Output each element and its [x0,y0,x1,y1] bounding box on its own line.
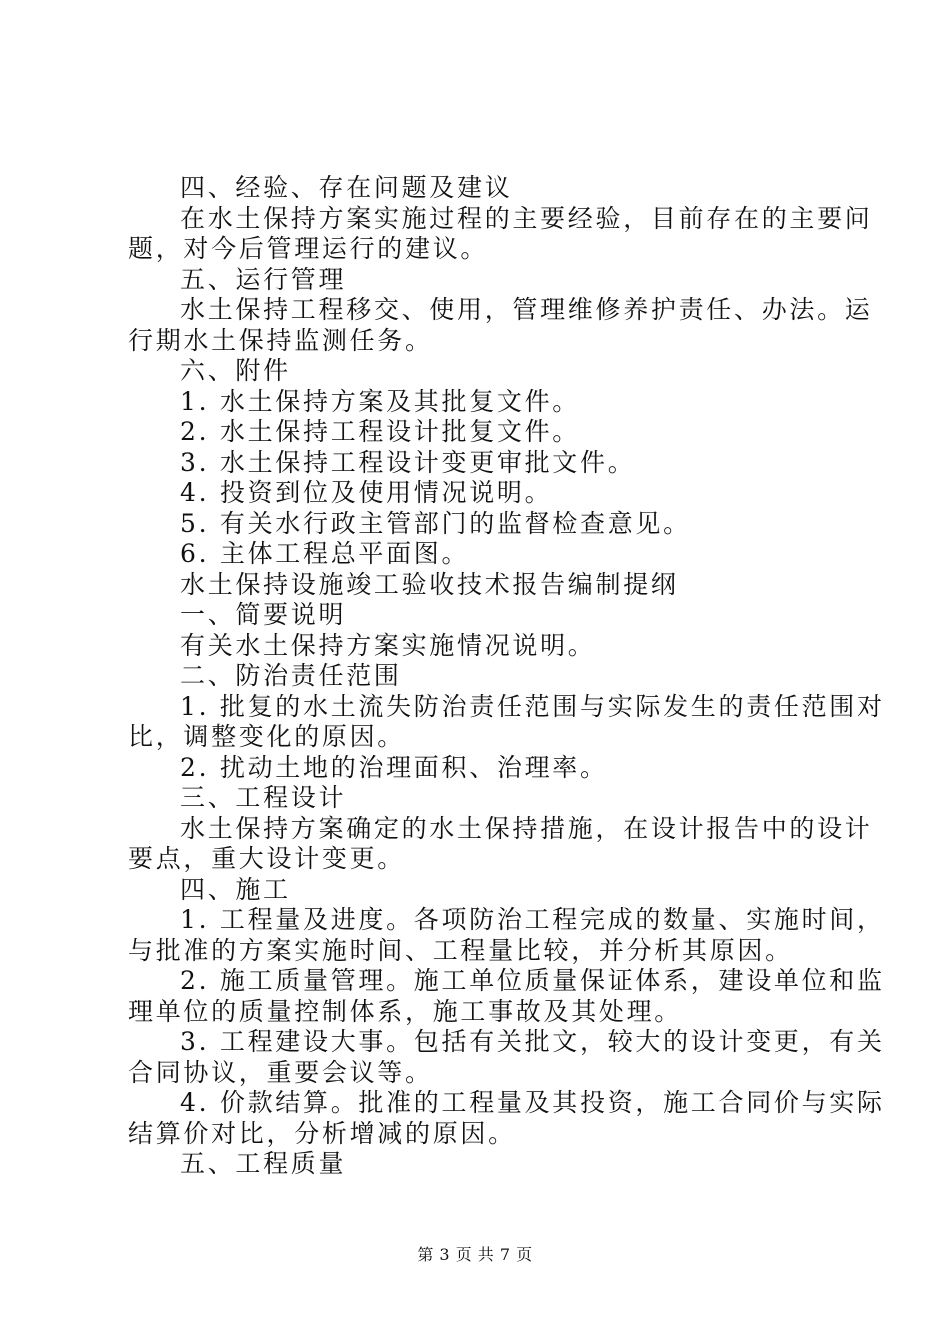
text-line: 4. 价款结算。批准的工程量及其投资，施工合同价与实际 [180,1088,885,1117]
text-line: 一、简要说明 [180,600,347,629]
text-line: 五、工程质量 [180,1149,347,1178]
text-line: 3. 工程建设大事。包括有关批文，较大的设计变更，有关 [180,1027,885,1056]
text-line: 有关水土保持方案实施情况说明。 [180,630,596,660]
text-line: 题，对今后管理运行的建议。 [128,234,489,263]
text-line: 与批准的方案实施时间、工程量比较，并分析其原因。 [128,935,793,965]
text-line: 结算价对比，分析增减的原因。 [128,1118,516,1148]
text-line: 合同协议，重要会议等。 [128,1057,433,1087]
text-line: 五、运行管理 [180,264,347,294]
text-line: 理单位的质量控制体系，施工事故及其处理。 [128,996,683,1026]
text-line: 4. 投资到位及使用情况说明。 [180,478,553,507]
text-line: 6. 主体工程总平面图。 [180,539,470,568]
text-line: 2. 水土保持工程设计批复文件。 [180,417,581,446]
text-line: 水土保持设施竣工验收技术报告编制提纲 [180,569,679,599]
text-line: 在水土保持方案实施过程的主要经验，目前存在的主要问 [180,203,873,233]
text-line: 要点，重大设计变更。 [128,844,406,873]
text-line: 三、工程设计 [180,783,347,812]
text-line: 四、经验、存在问题及建议 [180,173,513,202]
text-line: 1. 工程量及进度。各项防治工程完成的数量、实施时间， [180,905,885,934]
text-line: 3. 水土保持工程设计变更审批文件。 [180,447,636,477]
text-line: 2. 扰动土地的治理面积、治理率。 [180,752,608,782]
document-body [128,173,885,1180]
text-line: 2. 施工质量管理。施工单位质量保证体系，建设单位和监 [180,966,885,995]
text-line: 1. 水土保持方案及其批复文件。 [180,386,581,416]
text-line: 比，调整变化的原因。 [128,722,406,751]
text-line: 水土保持方案确定的水土保持措施，在设计报告中的设计 [180,813,873,843]
page-footer: 第 3 页 共 7 页 [417,1245,533,1264]
text-line: 行期水土保持监测任务。 [128,325,433,355]
text-line: 1. 批复的水土流失防治责任范围与实际发生的责任范围对 [180,691,885,721]
text-line: 5. 有关水行政主管部门的监督检查意见。 [180,508,691,538]
text-line: 四、施工 [180,874,291,904]
text-line: 二、防治责任范围 [180,661,402,690]
text-line: 水土保持工程移交、使用，管理维修养护责任、办法。运 [180,295,873,324]
text-line: 六、附件 [180,356,291,385]
